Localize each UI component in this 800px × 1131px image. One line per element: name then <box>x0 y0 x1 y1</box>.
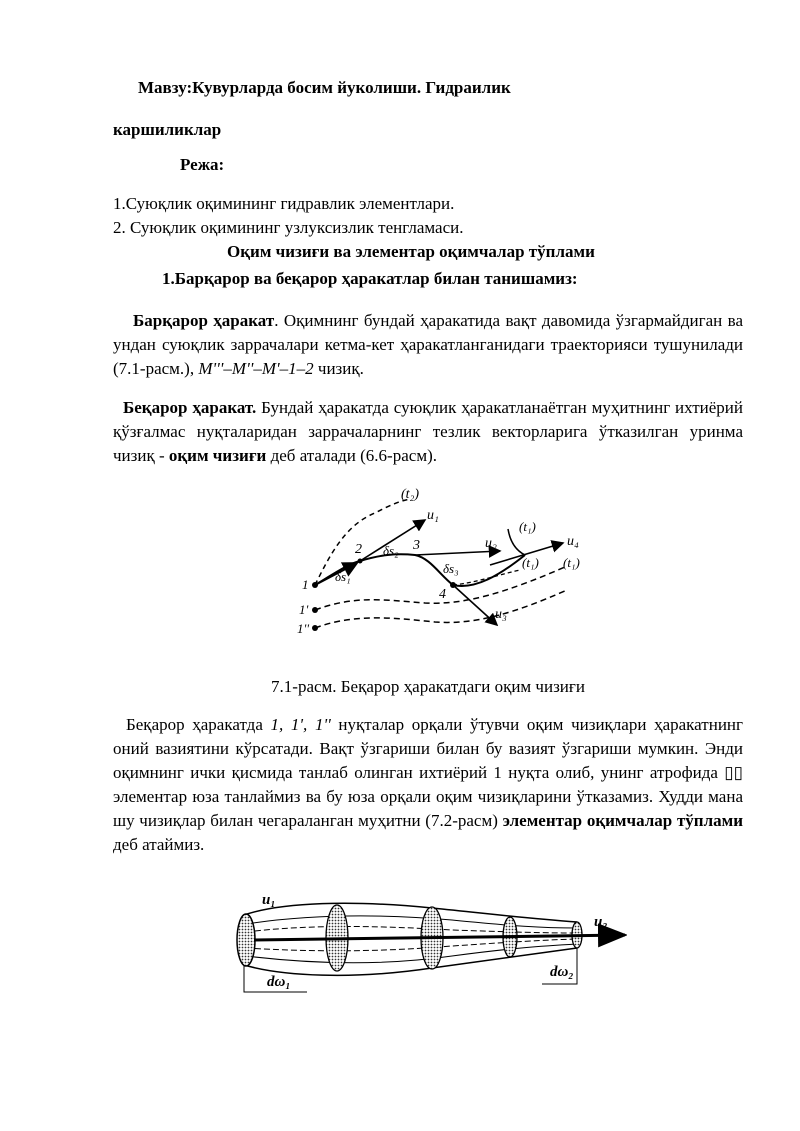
paragraph-unsteady-motion <box>113 396 743 468</box>
section-heading: Оқим чизиғи ва элементар оқимчалар тўплами <box>227 242 595 261</box>
figure1-caption: 7.1-расм. Беқарор ҳаракатдаги оқим чизиғи <box>271 677 585 696</box>
dashed-streamline-t2 <box>315 499 410 585</box>
page-title-line1: Мавзу:Кувурларда босим йуколиши. Гидраилик <box>138 78 511 97</box>
internal-streamline <box>246 944 577 963</box>
label-point-4: 4 <box>439 587 446 602</box>
subsection-heading: 1.Барқарор ва беқарор ҳаракатлар билан танишамиз: <box>162 269 578 288</box>
label-point-2: 2 <box>355 542 362 557</box>
para3-tail: деб атаймиз. <box>113 835 205 854</box>
point-4 <box>450 582 456 588</box>
label-u1: u₁ <box>427 508 439 523</box>
label-u2: u₂ <box>485 536 497 551</box>
term-unsteady-motion: Беқарор ҳаракат. <box>123 398 257 417</box>
para3-points: 1, 1', 1'' <box>270 715 331 734</box>
label-ds1: δs₁ <box>335 569 351 584</box>
para1-tail: чизиқ. <box>313 359 364 378</box>
velocity-vector-u3 <box>453 585 497 625</box>
cross-section-inlet <box>237 914 255 966</box>
label-u1: u₁ <box>262 892 276 908</box>
label-u4: u₄ <box>567 534 579 549</box>
label-t1-upper: (t₁) <box>519 519 536 534</box>
stream-tube-figure <box>232 880 627 1020</box>
tube-bottom-edge <box>244 948 577 975</box>
point-1 <box>312 582 318 588</box>
label-u2: u₂ <box>594 914 608 930</box>
para3-text-b: нуқталар орқали ўтувчи оқим чизиқлари ҳаракатнинг оний вазиятини кўрсатади. Вақт ўзгариши билан бу вазият ўзгариши мумкин. Энди оқимнинг ички қисмида танлаб олинган ихтиёрий 1 нуқта олиб, унинг атрофида ▯▯ элементар юза танлаймиз ва бу юза орқали оқим чизиқларини ўтказамиз. Худди мана шу чизиқлар билан чегараланган муҳитни (7.2-расм) <box>113 715 743 830</box>
label-point-1: 1 <box>302 577 309 592</box>
para2-text: Бундай ҳаракатда суюқлик ҳаракатланаётган муҳитнинг ихтиёрий қўзғалмас нуқталаридан заррачаларнинг тезлик векторларига ўтказилган уринма чизиқ - <box>113 398 744 465</box>
label-t1-right: (t₁) <box>563 555 580 570</box>
term-streamline: оқим чизиғи <box>168 446 267 465</box>
paragraph-steady-motion <box>113 309 743 381</box>
label-point-3: 3 <box>413 538 420 553</box>
page-title-line2: каршиликлар <box>113 120 222 139</box>
label-point-1prime: 1' <box>299 602 309 617</box>
plan-heading: Режа: <box>180 155 225 174</box>
streamline-figure <box>275 485 595 650</box>
label-t1-mid: (t₁) <box>522 555 539 570</box>
label-t2: (t₂) <box>401 487 420 502</box>
paragraph-elementary-flows <box>113 713 743 857</box>
velocity-vector-u2 <box>415 551 500 555</box>
para3-text-a: Беқарор ҳаракатда <box>126 715 271 734</box>
plan-item-1: 1.Суюқлик оқимининг гидравлик элементлари. <box>113 194 455 213</box>
label-u3: u₃ <box>495 607 507 622</box>
point-2 <box>358 559 363 564</box>
label-ds2: δs₂ <box>383 543 399 558</box>
point-1prime <box>312 607 318 613</box>
term-elementary-flows: элементар оқимчалар тўплами <box>502 811 744 830</box>
label-dw1: dω₁ <box>267 974 291 990</box>
para1-formula: M'''–M''–M'–1–2 <box>198 359 314 378</box>
label-point-1doubleprime: 1'' <box>297 621 310 636</box>
para1-text: . Оқимнинг бундай ҳаракатида вақт давомида ўзгармайдиган ва ундан суюқлик заррачалари кетма-кет ҳаракатланганидаги траекторияси тушунилади (7.1-расм.), <box>113 311 743 378</box>
label-dw2: dω₂ <box>550 964 574 980</box>
label-ds3: δs₃ <box>443 561 459 576</box>
term-steady-motion: Барқарор ҳаракат <box>133 311 275 330</box>
para2-tail: деб аталади (6.6-расм). <box>266 446 437 465</box>
plan-item-2: 2. Суюқлик оқимининг узлуксизлик тенгламаси. <box>113 218 464 237</box>
internal-streamline <box>246 927 577 934</box>
point-1doubleprime <box>312 625 318 631</box>
dashed-streamline-t1-mid <box>453 570 520 585</box>
tube-top-edge <box>244 903 577 922</box>
